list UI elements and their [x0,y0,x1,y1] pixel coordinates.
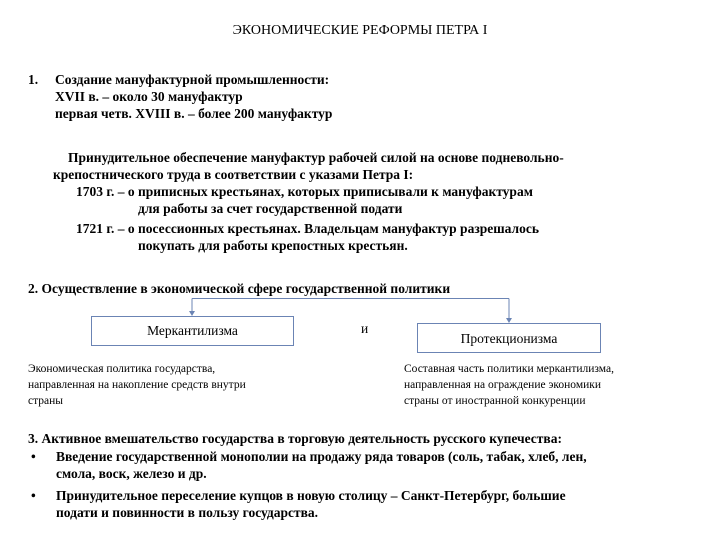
section3-heading: 3. Активное вмешательство государства в торговую деятельность русского купечества: [28,431,562,446]
section2-heading: 2. Осуществление в экономической сфере государственной политики [28,281,451,296]
section1-line-17th-century: XVII в. – около 30 мануфактур [55,89,243,104]
protectionism-box: Протекционизма [460,331,558,346]
section3-item-relocation-cont: подати и повинности в пользу государства. [56,505,319,520]
section3-item-relocation: Принудительное переселение купцов в новую столицу – Санкт-Петербург, большие [56,488,566,503]
protectionism-description-line: Составная часть политики меркантилизма, [404,363,614,375]
section3-item-monopoly: Введение государственной монополии на продажу ряда товаров (соль, табак, хлеб, лен, [56,449,587,464]
section1-decree-1721: 1721 г. – о посессионных крестьянах. Владельцам мануфактур разрешалось [76,221,539,236]
section3-item-monopoly-cont: смола, воск, железо и др. [56,466,207,481]
connector-and: и [361,321,369,336]
section1-paragraph-line: для работы за счет государственной подати [138,201,403,216]
page-title: ЭКОНОМИЧЕСКИЕ РЕФОРМЫ ПЕТРА I [232,23,488,38]
section1-line-18th-century: первая четв. XVIII в. – более 200 мануфактур [55,106,333,121]
section1-heading: Создание мануфактурной промышленности: [55,72,330,87]
section1-paragraph-line: крепостнического труда в соответствии с указами Петра I: [53,167,414,182]
section1-paragraph-line: Принудительное обеспечение мануфактур рабочей силой на основе подневольно- [68,150,564,165]
bullet: • [31,488,36,503]
mercantilism-box: Меркантилизма [147,323,238,338]
bullet: • [31,449,36,464]
section1-paragraph-line: покупать для работы крепостных крестьян. [138,238,408,253]
protectionism-description-line: страны от иностранной конкуренции [404,395,586,407]
section1-number: 1. [28,72,39,87]
mercantilism-description-line: страны [28,395,64,407]
section1-decree-1703: 1703 г. – о приписных крестьянах, которых приписывали к мануфактурам [76,184,533,199]
protectionism-description-line: направленная на ограждение экономики [404,379,602,391]
mercantilism-description-line: Экономическая политика государства, [28,363,216,375]
mercantilism-description-line: направленная на накопление средств внутри [28,379,246,391]
